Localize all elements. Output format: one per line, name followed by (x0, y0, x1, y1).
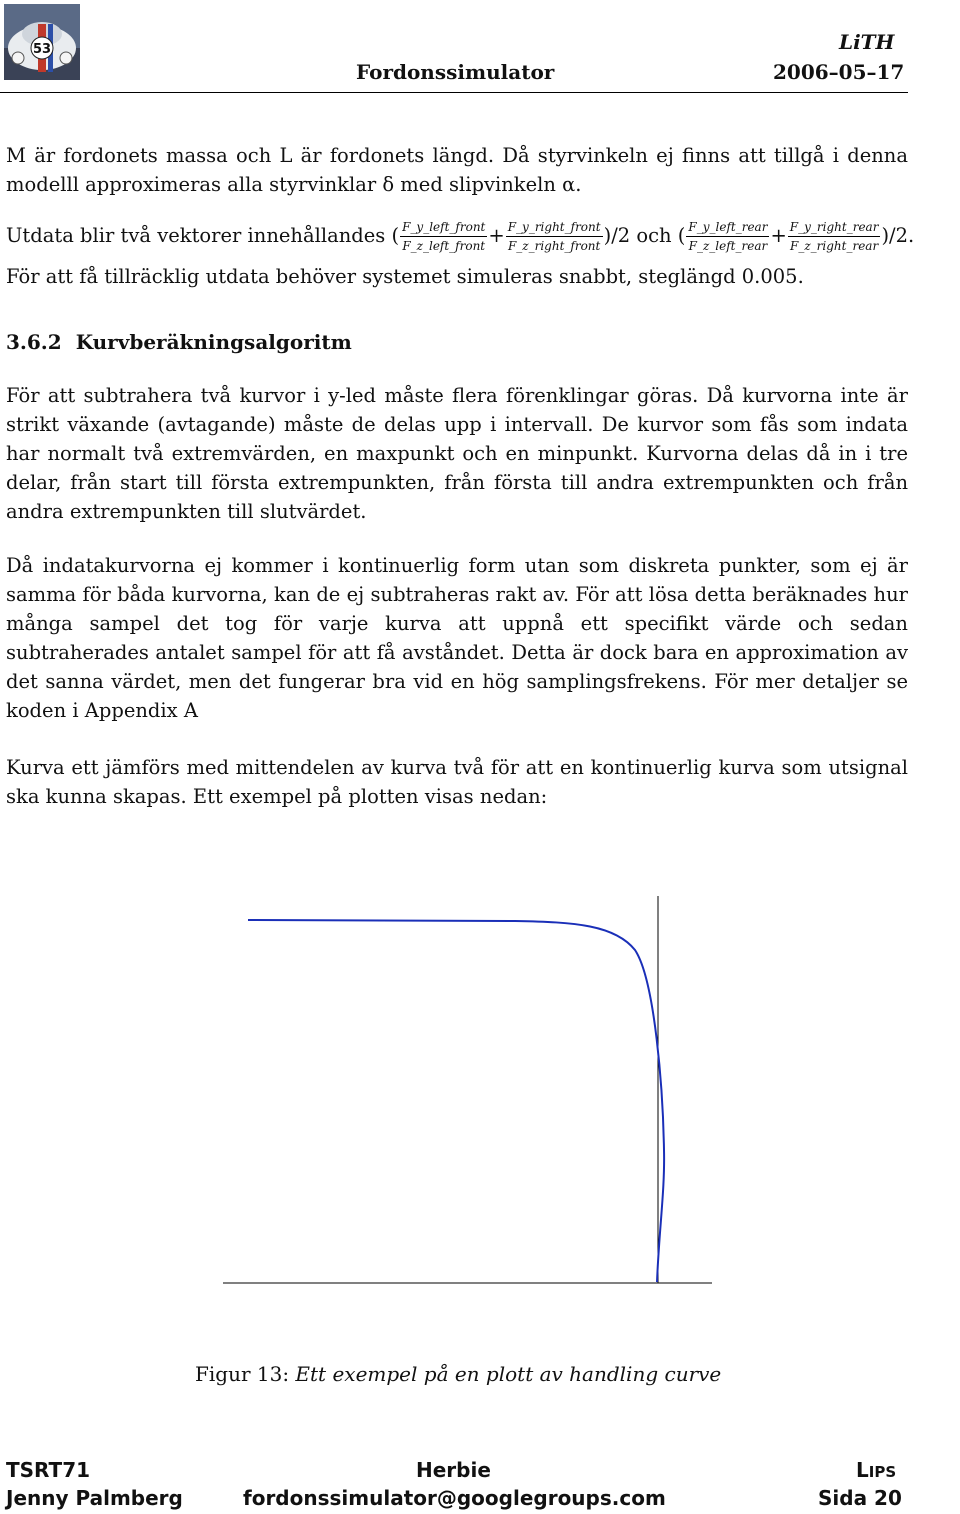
footer-course: TSRT71 (6, 1458, 91, 1482)
footer-project: Herbie (416, 1458, 491, 1482)
fraction-left-rear: $\frac{\text{F\_y\_left\_rear}}{\text{F\_z\_left\_rear}}$ (688, 220, 768, 253)
fraction-left-front: $\frac{\text{F\_y\_left\_front}}{\text{F\_z\_left\_front}}$ (402, 220, 486, 253)
caption-label: Figur 13: (195, 1362, 290, 1386)
formula-intro: Utdata blir två vektorer innehållandes ( (6, 224, 400, 247)
handling-curve-line (248, 920, 664, 1282)
paragraph-subtract-curves: För att subtrahera två kurvor i y-led måste flera förenklingar göras. Då kurvorna inte är strikt växande (avtagande) måste de delas upp i intervall. De kurvor som fås som indata har normalt två extremvärden, en maxpunkt och en minpunkt. Kurvorna delas då in i tre delar, från start till första extrempunkten, från första till andra extrempunkten och från andra extrempunkten till slutvärdet. (6, 384, 908, 523)
footer-lips: LIPS (856, 1458, 897, 1482)
paragraph-compare-curves: Kurva ett jämförs med mittendelen av kurva två för att en kontinuerlig kurva som utsignal ska kunna skapas. Ett exempel på plotten visas nedan: (6, 756, 908, 808)
footer-author: Jenny Palmberg (6, 1486, 183, 1510)
section-number: 3.6.2 (6, 330, 62, 354)
formula-end: )/2. (881, 224, 915, 247)
section-title: Kurvberäkningsalgoritm (75, 330, 352, 354)
header-date: 2006–05–17 (773, 60, 905, 84)
section-heading (6, 330, 352, 354)
herbie-car-logo-icon (4, 4, 80, 80)
header-title: Fordonssimulator (356, 60, 555, 84)
paragraph-step-length: För att få tillräcklig utdata behöver systemet simuleras snabbt, steglängd 0.005. (6, 265, 804, 288)
paragraph-discrete-points: Då indatakurvorna ej kommer i kontinuerlig form utan som diskreta punkter, som ej är samma för båda kurvorna, kan de ej subtraheras rakt av. För att lösa detta beräknades hur många sampel det tog för varje kurva att uppnå ett specifikt värde och sedan subtraherades antalet sampel för att få avståndet. Detta är dock bara en approximation av det sanna värdet, men det fungerar bra vid en hög samplingsfrekens. För mer detaljer se koden i Appendix A (6, 554, 908, 722)
output-vectors-formula: Utdata blir två vektorer innehållandes ( $\frac{\text{F\_y\_left\_front}}{\text{F\_z\_left\_front}}$ + $\frac{\text{F\_y\_right\_front}}{\text{F\_z\_right\_front}}$ )/2 och ( $\frac{\text{F\_y\_left\_rear}}{\text{F\_z\_left\_rear}}$ + $\frac{\text{F\_y\_right\_rear}}{\text{F\_z\_right\_rear}}$ )/2. (6, 220, 915, 253)
header-rule (0, 92, 908, 93)
fraction-right-rear: $\frac{\text{F\_y\_right\_rear}}{\text{F\_z\_right\_rear}}$ (789, 220, 879, 253)
footer-page-number: Sida 20 (818, 1486, 902, 1510)
handling-curve-figure (215, 890, 720, 1290)
header-org: LiTH (839, 30, 895, 54)
figure-caption (195, 1362, 721, 1386)
footer-email: fordonssimulator@googlegroups.com (243, 1486, 666, 1510)
caption-text: Ett exempel på en plott av handling curve (295, 1362, 722, 1386)
svg-text:53: 53 (32, 42, 52, 57)
fraction-right-front: $\frac{\text{F\_y\_right\_front}}{\text{F\_z\_right\_front}}$ (507, 220, 601, 253)
paragraph-mass-length: M är fordonets massa och L är fordonets längd. Då styrvinkeln ej finns att tillgå i denna modelll approximeras alla styrvinklar δ med slipvinkeln α. (6, 144, 908, 196)
formula-mid: )/2 och ( (603, 224, 686, 247)
